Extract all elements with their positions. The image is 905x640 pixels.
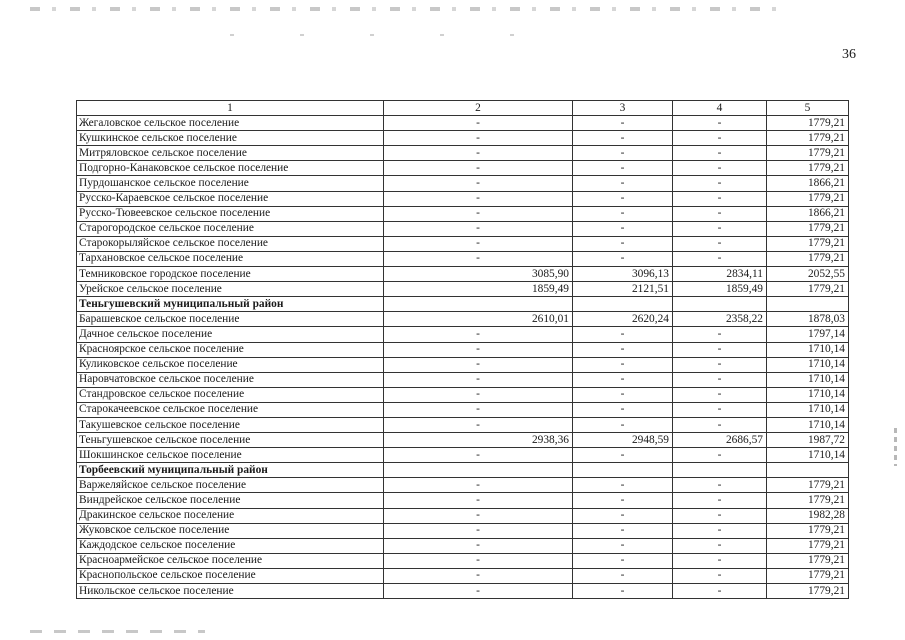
value-cell-col4: - — [673, 448, 767, 463]
value-cell-col4: - — [673, 116, 767, 131]
value-cell-col5: 1710,14 — [767, 387, 849, 402]
settlement-name-cell: Старокорыляйское сельское поселение — [77, 236, 384, 251]
value-cell-col3: - — [573, 176, 673, 191]
table-row — [77, 478, 849, 493]
value-cell-col5: 1779,21 — [767, 251, 849, 266]
value-cell-col3: 2948,59 — [573, 433, 673, 448]
column-header: 1 — [77, 101, 384, 116]
scan-artifact-edge — [894, 428, 897, 466]
value-cell-col2: - — [384, 523, 573, 538]
value-cell-col4: - — [673, 357, 767, 372]
table-row — [77, 584, 849, 599]
settlement-name-cell: Подгорно-Канаковское сельское поселение — [77, 161, 384, 176]
table-row — [77, 372, 849, 387]
value-cell-col5: 1797,14 — [767, 327, 849, 342]
value-cell-col5: 1779,21 — [767, 191, 849, 206]
value-cell-col3: - — [573, 508, 673, 523]
value-cell-col3: - — [573, 327, 673, 342]
value-cell-col2 — [384, 297, 573, 312]
table-row — [77, 161, 849, 176]
settlement-name-cell: Стандровское сельское поселение — [77, 387, 384, 402]
value-cell-col3: - — [573, 448, 673, 463]
table-row — [77, 221, 849, 236]
district-name-cell: Теньгушевский муниципальный район — [77, 297, 384, 312]
settlement-name-cell: Тархановское сельское поселение — [77, 251, 384, 266]
settlement-name-cell: Темниковское городское поселение — [77, 267, 384, 282]
value-cell-col5: 1779,21 — [767, 131, 849, 146]
value-cell-col3: - — [573, 387, 673, 402]
value-cell-col3: - — [573, 357, 673, 372]
value-cell-col2: - — [384, 417, 573, 432]
table-row — [77, 312, 849, 327]
table-row — [77, 387, 849, 402]
settlement-name-cell: Жегаловское сельское поселение — [77, 116, 384, 131]
table-row — [77, 523, 849, 538]
value-cell-col4: 2834,11 — [673, 267, 767, 282]
value-cell-col3: - — [573, 553, 673, 568]
value-cell-col2: 2938,36 — [384, 433, 573, 448]
value-cell-col3 — [573, 463, 673, 478]
value-cell-col5: 1982,28 — [767, 508, 849, 523]
table-row — [77, 176, 849, 191]
value-cell-col2: - — [384, 342, 573, 357]
table-row — [77, 553, 849, 568]
value-cell-col4: - — [673, 251, 767, 266]
settlement-name-cell: Шокшинское сельское поселение — [77, 448, 384, 463]
value-cell-col5: 1710,14 — [767, 357, 849, 372]
settlement-name-cell: Такушевское сельское поселение — [77, 417, 384, 432]
value-cell-col2: - — [384, 387, 573, 402]
scan-artifact-top-secondary — [230, 34, 560, 36]
table-row — [77, 538, 849, 553]
value-cell-col3: - — [573, 116, 673, 131]
settlement-name-cell: Старогородское сельское поселение — [77, 221, 384, 236]
value-cell-col4: - — [673, 493, 767, 508]
value-cell-col2: - — [384, 568, 573, 583]
value-cell-col4: - — [673, 568, 767, 583]
value-cell-col4: - — [673, 176, 767, 191]
table-row — [77, 251, 849, 266]
value-cell-col3: 2620,24 — [573, 312, 673, 327]
settlement-name-cell: Никольское сельское поселение — [77, 584, 384, 599]
value-cell-col2: - — [384, 161, 573, 176]
value-cell-col3: - — [573, 584, 673, 599]
value-cell-col2: - — [384, 402, 573, 417]
table-row — [77, 493, 849, 508]
value-cell-col5: 1710,14 — [767, 342, 849, 357]
value-cell-col5: 1866,21 — [767, 176, 849, 191]
value-cell-col2: - — [384, 357, 573, 372]
value-cell-col4: - — [673, 342, 767, 357]
settlement-name-cell: Жуковское сельское поселение — [77, 523, 384, 538]
settlement-name-cell: Куликовское сельское поселение — [77, 357, 384, 372]
table-row — [77, 448, 849, 463]
value-cell-col5: 1710,14 — [767, 417, 849, 432]
settlement-name-cell: Варжеляйское сельское поселение — [77, 478, 384, 493]
table-row — [77, 433, 849, 448]
value-cell-col5: 1710,14 — [767, 372, 849, 387]
settlement-name-cell: Дракинское сельское поселение — [77, 508, 384, 523]
table-row — [77, 357, 849, 372]
value-cell-col2: - — [384, 327, 573, 342]
scan-artifact-top — [30, 7, 790, 11]
value-cell-col2: - — [384, 448, 573, 463]
value-cell-col4 — [673, 297, 767, 312]
value-cell-col3: - — [573, 146, 673, 161]
value-cell-col4: - — [673, 191, 767, 206]
value-cell-col2: - — [384, 584, 573, 599]
table-row — [77, 568, 849, 583]
table-row — [77, 206, 849, 221]
value-cell-col3: - — [573, 342, 673, 357]
value-cell-col3 — [573, 297, 673, 312]
table-row — [77, 116, 849, 131]
scan-artifact-bottom — [30, 630, 205, 633]
value-cell-col2: - — [384, 553, 573, 568]
value-cell-col4: - — [673, 417, 767, 432]
value-cell-col3: - — [573, 568, 673, 583]
value-cell-col5: 1878,03 — [767, 312, 849, 327]
value-cell-col5 — [767, 297, 849, 312]
table-header-row — [77, 101, 849, 116]
table-row — [77, 236, 849, 251]
value-cell-col2: - — [384, 251, 573, 266]
value-cell-col5: 1779,21 — [767, 221, 849, 236]
value-cell-col3: 3096,13 — [573, 267, 673, 282]
table-row — [77, 327, 849, 342]
value-cell-col4: - — [673, 538, 767, 553]
value-cell-col3: - — [573, 478, 673, 493]
value-cell-col2: 3085,90 — [384, 267, 573, 282]
value-cell-col5 — [767, 463, 849, 478]
column-header: 3 — [573, 101, 673, 116]
value-cell-col2: - — [384, 478, 573, 493]
table-row — [77, 402, 849, 417]
settlement-name-cell: Урейское сельское поселение — [77, 282, 384, 297]
settlement-name-cell: Митряловское сельское поселение — [77, 146, 384, 161]
value-cell-col4: - — [673, 508, 767, 523]
value-cell-col5: 1779,21 — [767, 538, 849, 553]
column-header: 4 — [673, 101, 767, 116]
value-cell-col4: - — [673, 146, 767, 161]
value-cell-col5: 1779,21 — [767, 493, 849, 508]
value-cell-col5: 1779,21 — [767, 282, 849, 297]
value-cell-col5: 1779,21 — [767, 161, 849, 176]
settlement-name-cell: Теньгушевское сельское поселение — [77, 433, 384, 448]
table-row — [77, 508, 849, 523]
value-cell-col2: 1859,49 — [384, 282, 573, 297]
value-cell-col2: - — [384, 176, 573, 191]
table-row — [77, 342, 849, 357]
value-cell-col4: 2686,57 — [673, 433, 767, 448]
value-cell-col5: 1779,21 — [767, 236, 849, 251]
value-cell-col3: - — [573, 251, 673, 266]
value-cell-col2: - — [384, 131, 573, 146]
value-cell-col4: - — [673, 553, 767, 568]
table-row — [77, 282, 849, 297]
value-cell-col3: - — [573, 538, 673, 553]
value-cell-col3: - — [573, 417, 673, 432]
value-cell-col5: 1779,21 — [767, 553, 849, 568]
settlement-name-cell: Дачное сельское поселение — [77, 327, 384, 342]
value-cell-col2: 2610,01 — [384, 312, 573, 327]
value-cell-col5: 1779,21 — [767, 116, 849, 131]
value-cell-col2: - — [384, 236, 573, 251]
value-cell-col3: - — [573, 236, 673, 251]
tariff-table — [76, 100, 849, 599]
value-cell-col4: - — [673, 236, 767, 251]
value-cell-col3: - — [573, 402, 673, 417]
value-cell-col5: 1779,21 — [767, 584, 849, 599]
district-group-row — [77, 297, 849, 312]
value-cell-col4: - — [673, 206, 767, 221]
value-cell-col5: 2052,55 — [767, 267, 849, 282]
settlement-name-cell: Красноярское сельское поселение — [77, 342, 384, 357]
value-cell-col5: 1866,21 — [767, 206, 849, 221]
value-cell-col5: 1779,21 — [767, 523, 849, 538]
settlement-name-cell: Пурдошанское сельское поселение — [77, 176, 384, 191]
value-cell-col5: 1779,21 — [767, 146, 849, 161]
value-cell-col2: - — [384, 372, 573, 387]
settlement-name-cell: Красноармейское сельское поселение — [77, 553, 384, 568]
table-row — [77, 191, 849, 206]
table-row — [77, 267, 849, 282]
table-row — [77, 131, 849, 146]
table-row — [77, 417, 849, 432]
value-cell-col3: - — [573, 161, 673, 176]
table-body — [77, 101, 849, 599]
settlement-name-cell: Каждодское сельское поселение — [77, 538, 384, 553]
value-cell-col2: - — [384, 508, 573, 523]
value-cell-col3: - — [573, 191, 673, 206]
settlement-name-cell: Краснопольское сельское поселение — [77, 568, 384, 583]
value-cell-col3: - — [573, 372, 673, 387]
value-cell-col5: 1710,14 — [767, 448, 849, 463]
value-cell-col2: - — [384, 116, 573, 131]
value-cell-col3: - — [573, 493, 673, 508]
value-cell-col2: - — [384, 206, 573, 221]
value-cell-col4: 1859,49 — [673, 282, 767, 297]
settlement-name-cell: Кушкинское сельское поселение — [77, 131, 384, 146]
value-cell-col2: - — [384, 221, 573, 236]
value-cell-col5: 1710,14 — [767, 402, 849, 417]
district-group-row — [77, 463, 849, 478]
settlement-name-cell: Русско-Караевское сельское поселение — [77, 191, 384, 206]
value-cell-col2: - — [384, 191, 573, 206]
value-cell-col3: - — [573, 221, 673, 236]
value-cell-col4: - — [673, 387, 767, 402]
settlement-name-cell: Барашевское сельское поселение — [77, 312, 384, 327]
table-row — [77, 146, 849, 161]
value-cell-col2 — [384, 463, 573, 478]
settlement-name-cell: Наровчатовское сельское поселение — [77, 372, 384, 387]
value-cell-col4: - — [673, 327, 767, 342]
page-number: 36 — [842, 47, 856, 62]
value-cell-col5: 1779,21 — [767, 478, 849, 493]
value-cell-col4: - — [673, 372, 767, 387]
value-cell-col2: - — [384, 538, 573, 553]
settlement-name-cell: Старокачеевское сельское поселение — [77, 402, 384, 417]
settlement-name-cell: Виндрейское сельское поселение — [77, 493, 384, 508]
value-cell-col2: - — [384, 493, 573, 508]
value-cell-col3: - — [573, 206, 673, 221]
value-cell-col4: - — [673, 584, 767, 599]
value-cell-col5: 1987,72 — [767, 433, 849, 448]
value-cell-col3: 2121,51 — [573, 282, 673, 297]
column-header: 5 — [767, 101, 849, 116]
district-name-cell: Торбеевский муниципальный район — [77, 463, 384, 478]
value-cell-col3: - — [573, 131, 673, 146]
value-cell-col4 — [673, 463, 767, 478]
value-cell-col4: - — [673, 402, 767, 417]
value-cell-col4: - — [673, 161, 767, 176]
value-cell-col2: - — [384, 146, 573, 161]
settlement-name-cell: Русско-Тювеевское сельское поселение — [77, 206, 384, 221]
value-cell-col4: - — [673, 478, 767, 493]
value-cell-col4: - — [673, 523, 767, 538]
value-cell-col4: 2358,22 — [673, 312, 767, 327]
value-cell-col5: 1779,21 — [767, 568, 849, 583]
value-cell-col4: - — [673, 131, 767, 146]
value-cell-col4: - — [673, 221, 767, 236]
value-cell-col3: - — [573, 523, 673, 538]
column-header: 2 — [384, 101, 573, 116]
